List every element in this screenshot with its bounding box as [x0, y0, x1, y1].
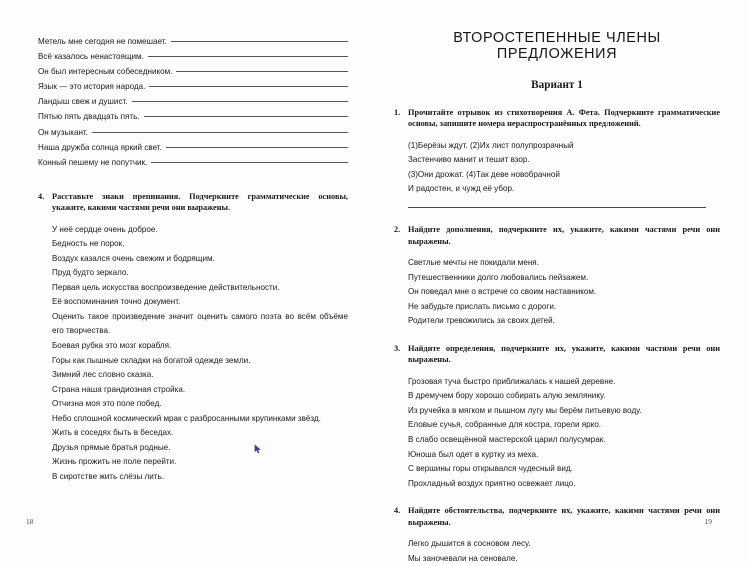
answer-rule[interactable]: [144, 116, 348, 117]
sentence-line: Зимний лес словно сказка.: [52, 370, 154, 380]
fill-in-sentence: Язык — это история народа.: [38, 82, 146, 92]
fill-in-sentence: Он был интересным собеседником.: [38, 67, 173, 77]
sentence-line: Из ручейка в мягком и пышном лугу мы берём питьевую воду.: [408, 405, 642, 415]
sentence-line: Жить в соседях быть в беседах.: [52, 428, 174, 438]
poem-line: Застенчиво манит и тешит взор.: [408, 155, 530, 165]
variant-label: Вариант 1: [531, 79, 583, 91]
sentence-line: Он поведал мне о встрече со своим наставником.: [408, 287, 597, 297]
fill-in-row: [38, 79, 348, 94]
task-1: [394, 107, 720, 130]
task-instruction: Найдите обстоятельства, подчеркните их, укажите, какими частями речи они выражены.: [408, 506, 720, 527]
fill-in-sentence: Метель мне сегодня не помешает.: [38, 37, 167, 46]
page-number-right: 19: [704, 517, 712, 526]
sentence-line: У неё сердце очень доброе.: [52, 224, 158, 234]
task-3-sentences: [394, 375, 720, 491]
sentence-line: Воздух казался очень свежим и бодрящим.: [52, 253, 215, 263]
fill-in-sentence: Всё казалось ненастоящим.: [38, 52, 144, 62]
answer-rule[interactable]: [132, 101, 348, 102]
answer-divider-rule[interactable]: [408, 207, 706, 208]
sentence-line: В слабо освещённой мастерской царил полусумрак.: [408, 434, 606, 444]
right-page: [374, 0, 748, 563]
fill-in-row: [38, 94, 348, 109]
task-instruction: Найдите определения, подчеркните их, укажите, какими частями речи они выражены.: [408, 343, 720, 365]
fill-in-row: [38, 34, 348, 49]
page-title: ВТОРОСТЕПЕННЫЕ ЧЛЕНЫ ПРЕДЛОЖЕНИЯ: [453, 30, 661, 62]
sentence-line: Отчизна моя это поле побед.: [52, 399, 162, 409]
fill-in-row: [38, 49, 348, 64]
sentence-line: В дремучем бору хорошо собирать алую землянику.: [408, 391, 606, 401]
sentence-line: Жизнь прожить не поле перейти.: [52, 457, 177, 467]
sentence-line: С вершины горы открывался чудесный вид.: [408, 464, 573, 474]
fill-in-sentence-list: [38, 34, 348, 170]
fill-in-sentence: Ландыш свеж и душист.: [38, 97, 128, 107]
sentence-line: Прохладный воздух приятно освежает лицо.: [408, 478, 576, 488]
sentence-line: Её воспоминания точно документ.: [52, 297, 181, 307]
answer-rule[interactable]: [166, 147, 348, 148]
page-number-left: 18: [26, 517, 34, 526]
answer-rule[interactable]: [148, 56, 348, 57]
poem-line: (1)Берёзы ждут. (2)Их лист полупрозрачный: [408, 140, 574, 150]
left-page: [0, 0, 374, 540]
sentence-line: Оценить такое произведение значит оценить самого поэта во всём объёме его творчества.: [52, 311, 348, 336]
answer-rule[interactable]: [149, 86, 348, 87]
task-4-right-sentences: [394, 537, 720, 566]
sentence-line: Первая цель искусства воспроизведение действительности.: [52, 282, 280, 292]
sentence-line: Горы как пышные складки на богатой одежде земли.: [52, 355, 251, 365]
sentence-line: Путешественники долго любовались пейзажем.: [408, 272, 589, 282]
fill-in-row: [38, 155, 348, 170]
fill-in-row: [38, 64, 348, 79]
sentence-line: Боевая рубка это мозг корабля.: [52, 341, 172, 351]
task-number: 3.: [394, 343, 401, 353]
task-instruction: Найдите дополнения, подчеркните их, укажите, какими частями речи они выражены.: [408, 225, 720, 246]
task-4-right: [394, 505, 720, 528]
answer-rule[interactable]: [176, 71, 348, 72]
sentence-line: Родители тревожились за своих детей.: [408, 316, 555, 326]
answer-rule[interactable]: [92, 132, 348, 133]
task-number: 2.: [394, 225, 401, 235]
fill-in-sentence: Наша дружба солнца яркий свет.: [38, 142, 162, 152]
task-1-poem: [394, 139, 720, 197]
task-number: 1.: [394, 108, 401, 117]
sentence-line: Грозовая туча быстро приближалась к нашей деревне.: [408, 376, 616, 386]
task-instruction: Прочитайте отрывок из стихотворения А. Фета. Подчеркните грамматические основы, запишите номера нераспространённых предложений.: [408, 108, 720, 129]
sentence-line: Мы заночевали на сеновале.: [408, 553, 518, 563]
task-2-sentences: [394, 256, 720, 329]
task-4-left-sentences: [38, 223, 348, 485]
answer-rule[interactable]: [171, 41, 348, 42]
fill-in-sentence: Пятью пять двадцать пять.: [38, 112, 140, 122]
sentence-line: Юноша был одет в куртку из меха.: [408, 449, 539, 459]
poem-line: И радостен, и чужд её убор.: [408, 184, 515, 194]
sentence-line: Пруд будто зеркало.: [52, 268, 129, 278]
task-3: [394, 343, 720, 366]
task-number: 4.: [394, 506, 401, 516]
sentence-line: Легко дышится в сосновом лесу.: [408, 538, 531, 548]
task-2: [394, 224, 720, 247]
fill-in-sentence: Конный пешему не попутчик.: [38, 157, 148, 167]
task-4-left: [38, 191, 348, 214]
task-instruction: Расставьте знаки препинания. Подчеркните грамматические основы, укажите, какими частями речи они выражены.: [52, 191, 348, 213]
sentence-line: Не забудьте прислать письмо с дороги.: [408, 301, 557, 311]
sentence-line: Светлые мечты не покидали меня.: [408, 258, 539, 268]
answer-rule[interactable]: [151, 162, 348, 163]
fill-in-row: [38, 125, 348, 140]
sentence-line: В сиротстве жить слёзы лить.: [52, 471, 164, 481]
task-number: 4.: [38, 191, 45, 201]
sentence-line: Страна наша грандиозная стройка.: [52, 384, 186, 394]
sentence-line: Друзья прямые братья родные.: [52, 442, 171, 452]
sentence-line: Бедность не порок.: [52, 239, 125, 249]
fill-in-row: [38, 140, 348, 155]
fill-in-row: [38, 109, 348, 124]
sentence-line: Небо сплошной космический мрак с разбросанными крупинками звёзд.: [52, 413, 321, 423]
fill-in-sentence: Он музыкант.: [38, 127, 88, 137]
poem-line: (3)Они дрожат. (4)Так деве новобрачной: [408, 169, 560, 179]
sentence-line: Еловые сучья, собранные для костра, горели ярко.: [408, 420, 602, 430]
